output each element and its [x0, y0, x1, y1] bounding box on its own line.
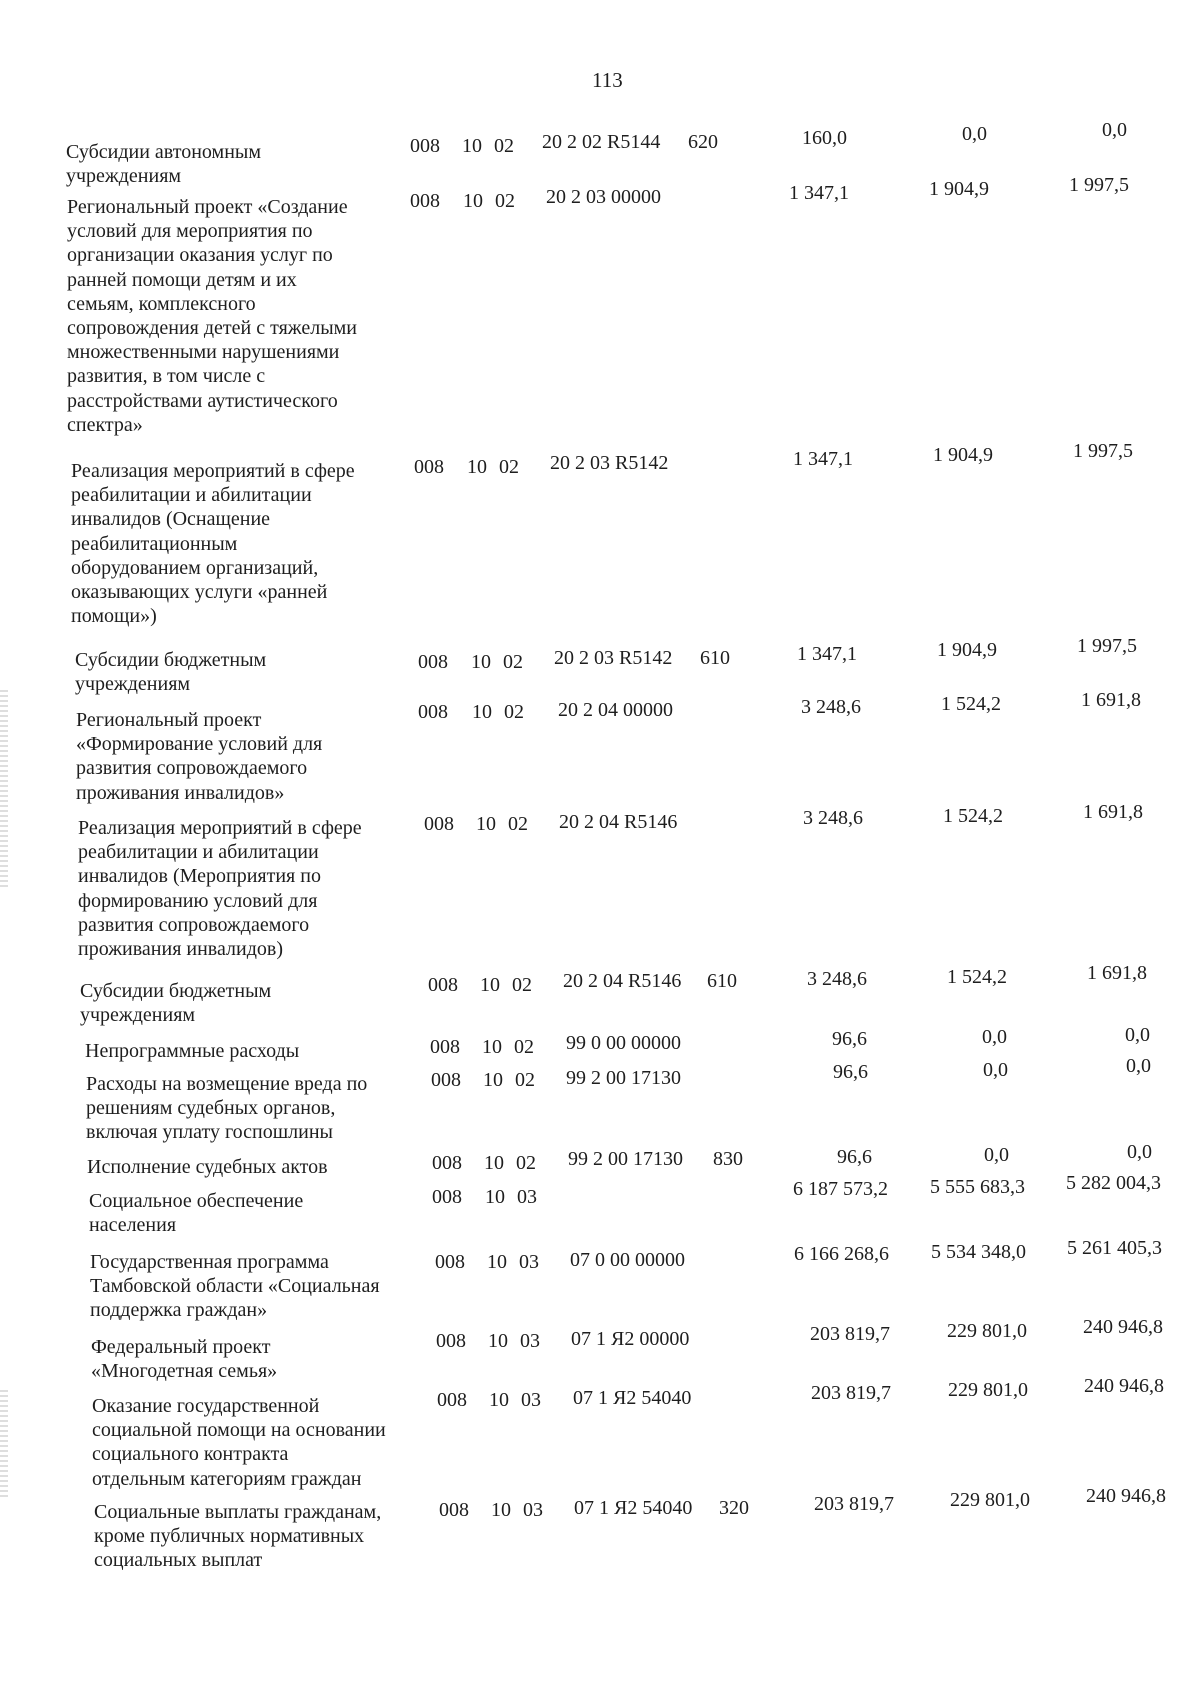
section-code: 10 [482, 1036, 502, 1058]
scan-edge-artifact [0, 690, 8, 890]
ministry-code: 008 [410, 190, 440, 212]
subsection-code: 03 [521, 1389, 541, 1411]
subsection-code: 02 [512, 974, 532, 996]
value-2026: 1 997,5 [1069, 174, 1129, 196]
value-2024: 96,6 [833, 1061, 868, 1083]
section-code: 10 [472, 701, 492, 723]
ministry-code: 008 [410, 135, 440, 157]
row-name: Реализация мероприятий в сфере реабилитации и абилитации инвалидов (Оснащение реабилитационным оборудованием организаций, оказывающих услуги «ранней помощи») [71, 460, 355, 628]
subsection-code: 02 [495, 190, 515, 212]
value-2025: 0,0 [982, 1026, 1007, 1048]
value-2025: 0,0 [983, 1059, 1008, 1081]
target-code: 20 2 03 R5142 [554, 647, 673, 669]
row-name: Региональный проект «Создание условий для мероприятия по организации оказания услуг по ранней помощи детям и их семьям, комплексного сопровождения детей с тяжелыми множественными нарушениями развития, в том числе с расстройствами аутистического спектра» [67, 196, 357, 436]
value-2025: 229 801,0 [947, 1320, 1027, 1342]
target-code: 99 0 00 00000 [566, 1032, 681, 1054]
expense-type-code: 320 [719, 1497, 749, 1519]
value-2024: 3 248,6 [803, 807, 863, 829]
value-2026: 1 691,8 [1083, 801, 1143, 823]
value-2026: 1 691,8 [1087, 962, 1147, 984]
value-2026: 0,0 [1127, 1141, 1152, 1163]
target-code: 20 2 04 R5146 [559, 811, 678, 833]
section-code: 10 [480, 974, 500, 996]
section-code: 10 [489, 1389, 509, 1411]
value-2024: 3 248,6 [801, 696, 861, 718]
row-name: Непрограммные расходы [85, 1040, 300, 1062]
value-2026: 5 282 004,3 [1066, 1172, 1161, 1194]
row-name: Социальное обеспечение населения [89, 1190, 304, 1237]
ministry-code: 008 [431, 1069, 461, 1091]
value-2025: 1 904,9 [937, 639, 997, 661]
row-name: Государственная программа Тамбовской области «Социальная поддержка граждан» [90, 1251, 380, 1322]
row-name: Региональный проект «Формирование условий для развития сопровождаемого проживания инвалидов» [76, 709, 323, 804]
value-2025: 5 555 683,3 [930, 1176, 1025, 1198]
section-code: 10 [484, 1152, 504, 1174]
expense-type-code: 620 [688, 131, 718, 153]
value-2025: 0,0 [962, 123, 987, 145]
target-code: 20 2 03 R5142 [550, 452, 669, 474]
value-2026: 240 946,8 [1083, 1316, 1163, 1338]
target-code: 20 2 02 R5144 [542, 131, 661, 153]
subsection-code: 03 [523, 1499, 543, 1521]
value-2026: 0,0 [1125, 1024, 1150, 1046]
target-code: 07 1 Я2 54040 [574, 1497, 693, 1519]
value-2026: 0,0 [1102, 119, 1127, 141]
row-name: Субсидии бюджетным учреждениям [80, 980, 272, 1027]
ministry-code: 008 [424, 813, 454, 835]
subsection-code: 02 [515, 1069, 535, 1091]
section-code: 10 [467, 456, 487, 478]
target-code: 99 2 00 17130 [568, 1148, 683, 1170]
value-2025: 1 524,2 [947, 966, 1007, 988]
value-2025: 1 524,2 [941, 693, 1001, 715]
value-2025: 1 524,2 [943, 805, 1003, 827]
value-2026: 5 261 405,3 [1067, 1237, 1162, 1259]
target-code: 07 0 00 00000 [570, 1249, 685, 1271]
value-2024: 3 248,6 [807, 968, 867, 990]
value-2024: 1 347,1 [793, 448, 853, 470]
row-name: Субсидии бюджетным учреждениям [75, 649, 267, 696]
section-code: 10 [463, 190, 483, 212]
row-name: Расходы на возмещение вреда по решениям судебных органов, включая уплату госпошлины [86, 1073, 368, 1144]
ministry-code: 008 [436, 1330, 466, 1352]
section-code: 10 [488, 1330, 508, 1352]
row-name: Оказание государственной социальной помощи на основании социального контракта отдельным категориям граждан [92, 1395, 386, 1490]
section-code: 10 [471, 651, 491, 673]
expense-type-code: 610 [707, 970, 737, 992]
target-code: 07 1 Я2 54040 [573, 1387, 692, 1409]
section-code: 10 [476, 813, 496, 835]
value-2024: 203 819,7 [814, 1493, 894, 1515]
subsection-code: 02 [499, 456, 519, 478]
expense-type-code: 830 [713, 1148, 743, 1170]
subsection-code: 02 [508, 813, 528, 835]
ministry-code: 008 [430, 1036, 460, 1058]
section-code: 10 [487, 1251, 507, 1273]
section-code: 10 [491, 1499, 511, 1521]
ministry-code: 008 [432, 1186, 462, 1208]
row-name: Субсидии автономным учреждениям [66, 141, 261, 188]
page-number: 113 [592, 68, 623, 92]
subsection-code: 02 [503, 651, 523, 673]
ministry-code: 008 [418, 651, 448, 673]
subsection-code: 02 [504, 701, 524, 723]
value-2026: 240 946,8 [1086, 1485, 1166, 1507]
subsection-code: 03 [517, 1186, 537, 1208]
subsection-code: 02 [516, 1152, 536, 1174]
value-2025: 1 904,9 [933, 444, 993, 466]
value-2024: 203 819,7 [811, 1382, 891, 1404]
section-code: 10 [483, 1069, 503, 1091]
scan-edge-artifact [0, 1390, 8, 1500]
subsection-code: 03 [520, 1330, 540, 1352]
value-2024: 160,0 [802, 127, 847, 149]
target-code: 20 2 04 R5146 [563, 970, 682, 992]
value-2025: 1 904,9 [929, 178, 989, 200]
row-name: Федеральный проект «Многодетная семья» [91, 1336, 278, 1383]
value-2024: 6 166 268,6 [794, 1243, 889, 1265]
value-2024: 6 187 573,2 [793, 1178, 888, 1200]
ministry-code: 008 [435, 1251, 465, 1273]
expense-type-code: 610 [700, 647, 730, 669]
value-2025: 229 801,0 [950, 1489, 1030, 1511]
value-2025: 229 801,0 [948, 1379, 1028, 1401]
ministry-code: 008 [418, 701, 448, 723]
value-2026: 240 946,8 [1084, 1375, 1164, 1397]
target-code: 20 2 04 00000 [558, 699, 673, 721]
value-2026: 1 691,8 [1081, 689, 1141, 711]
value-2025: 0,0 [984, 1144, 1009, 1166]
target-code: 20 2 03 00000 [546, 186, 661, 208]
value-2026: 1 997,5 [1073, 440, 1133, 462]
subsection-code: 02 [514, 1036, 534, 1058]
value-2024: 96,6 [832, 1028, 867, 1050]
ministry-code: 008 [414, 456, 444, 478]
value-2024: 1 347,1 [797, 643, 857, 665]
value-2024: 203 819,7 [810, 1323, 890, 1345]
value-2024: 1 347,1 [789, 182, 849, 204]
value-2026: 0,0 [1126, 1055, 1151, 1077]
subsection-code: 03 [519, 1251, 539, 1273]
target-code: 07 1 Я2 00000 [571, 1328, 690, 1350]
ministry-code: 008 [439, 1499, 469, 1521]
ministry-code: 008 [432, 1152, 462, 1174]
row-name: Социальные выплаты гражданам, кроме публичных нормативных социальных выплат [94, 1501, 382, 1572]
row-name: Исполнение судебных актов [87, 1156, 328, 1178]
target-code: 99 2 00 17130 [566, 1067, 681, 1089]
subsection-code: 02 [494, 135, 514, 157]
section-code: 10 [485, 1186, 505, 1208]
row-name: Реализация мероприятий в сфере реабилитации и абилитации инвалидов (Мероприятия по формированию условий для развития сопровождаемого проживания инвалидов) [78, 817, 362, 961]
value-2026: 1 997,5 [1077, 635, 1137, 657]
value-2025: 5 534 348,0 [931, 1241, 1026, 1263]
ministry-code: 008 [437, 1389, 467, 1411]
section-code: 10 [462, 135, 482, 157]
value-2024: 96,6 [837, 1146, 872, 1168]
ministry-code: 008 [428, 974, 458, 996]
